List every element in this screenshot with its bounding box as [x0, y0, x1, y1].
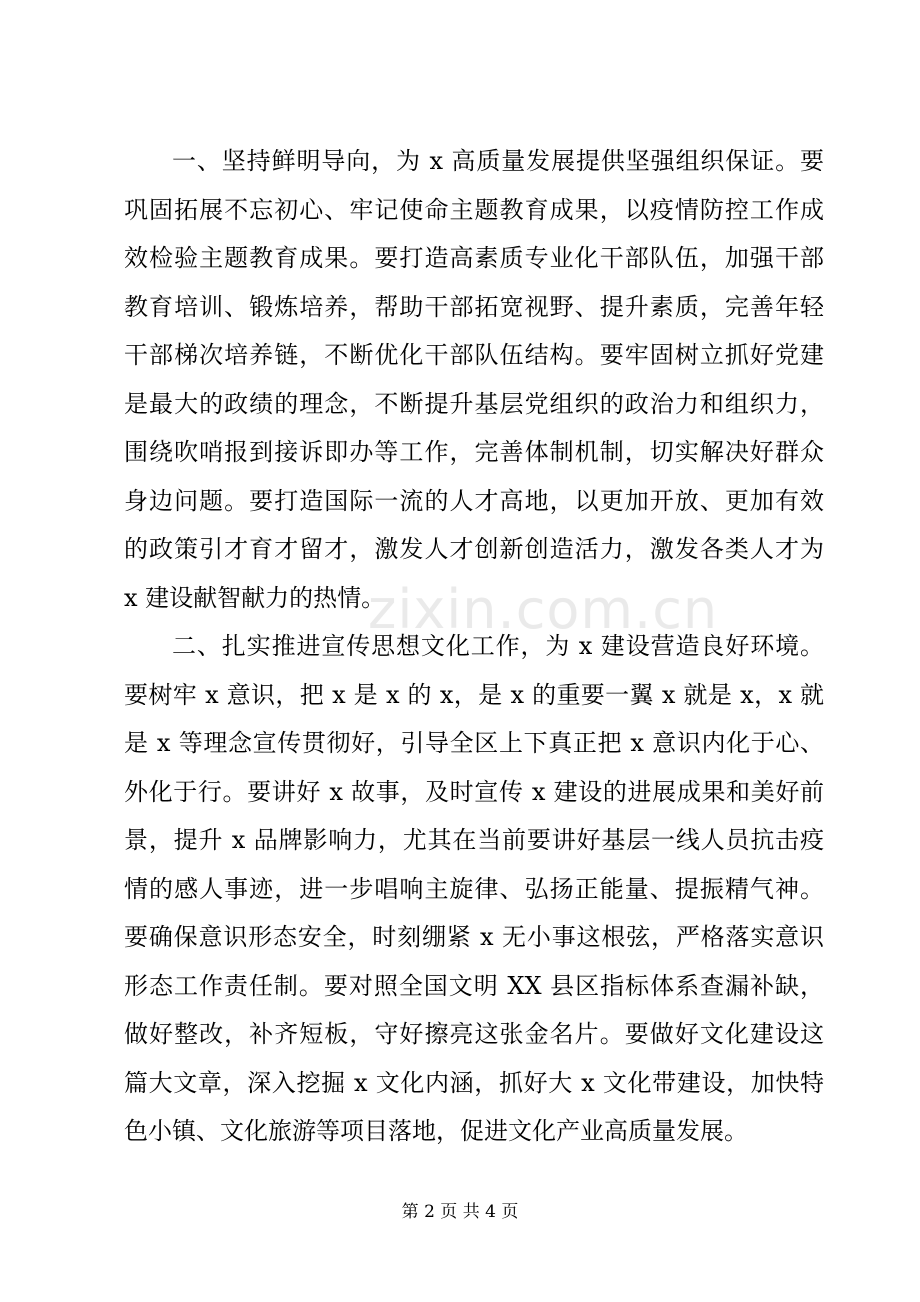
text-line: 做好整改，补齐短板，守好擦亮这张金名片。要做好文化建设这: [124, 1020, 824, 1048]
text-line: 形态工作责任制。要对照全国文明 XX 县区指标体系查漏补缺，: [124, 971, 824, 1000]
watermark: zixin.com.cn: [368, 578, 719, 641]
text-line: 身边问题。要打造国际一流的人才高地，以更加开放、更加有效: [124, 486, 824, 515]
text-line: x 建设献智献力的热情。: [124, 583, 386, 612]
text-line: 是 x 等理念宣传贯彻好，引导全区上下真正把 x 意识内化于心、: [124, 729, 824, 757]
text-line: 要确保意识形态安全，时刻绷紧 x 无小事这根弦，严格落实意识: [124, 923, 824, 951]
text-line: 干部梯次培养链，不断优化干部队伍结构。要牢固树立抓好党建: [124, 341, 824, 369]
text-line: 是最大的政绩的理念，不断提升基层党组织的政治力和组织力，: [124, 389, 824, 418]
page-number-footer: 第 2 页 共 4 页: [401, 1202, 519, 1222]
text-line: 一、坚持鲜明导向，为 x 高质量发展提供坚强组织保证。要: [172, 147, 824, 175]
text-line: 情的感人事迹，进一步唱响主旋律、弘扬正能量、提振精气神。: [124, 874, 824, 903]
text-line: 的政策引才育才留才，激发人才创新创造活力，激发各类人才为: [124, 535, 824, 563]
text-line: 外化于行。要讲好 x 故事，及时宣传 x 建设的进展成果和美好前: [124, 777, 824, 806]
text-line: 色小镇、文化旅游等项目落地，促进文化产业高质量发展。: [124, 1117, 748, 1145]
text-line: 要树牢 x 意识，把 x 是 x 的 x，是 x 的重要一翼 x 就是 x，x 就: [124, 680, 824, 709]
paragraph-1: [124, 137, 824, 622]
text-line: 巩固拓展不忘初心、牢记使命主题教育成果，以疫情防控工作成: [124, 195, 824, 224]
text-line: 篇大文章，深入挖掘 x 文化内涵，抓好大 x 文化带建设，加快特: [124, 1068, 824, 1097]
text-line: 效检验主题教育成果。要打造高素质专业化干部队伍，加强干部: [124, 244, 824, 272]
text-line: 二、扎实推进宣传思想文化工作，为 x 建设营造良好环境。: [172, 632, 824, 660]
text-line: 教育培训、锻炼培养，帮助干部拓宽视野、提升素质，完善年轻: [124, 292, 824, 321]
paragraph-2: [124, 622, 824, 1156]
text-line: 围绕吹哨报到接诉即办等工作，完善体制机制，切实解决好群众: [124, 438, 824, 466]
document-body: [124, 137, 824, 1156]
text-line: 景，提升 x 品牌影响力，尤其在当前要讲好基层一线人员抗击疫: [124, 826, 824, 854]
